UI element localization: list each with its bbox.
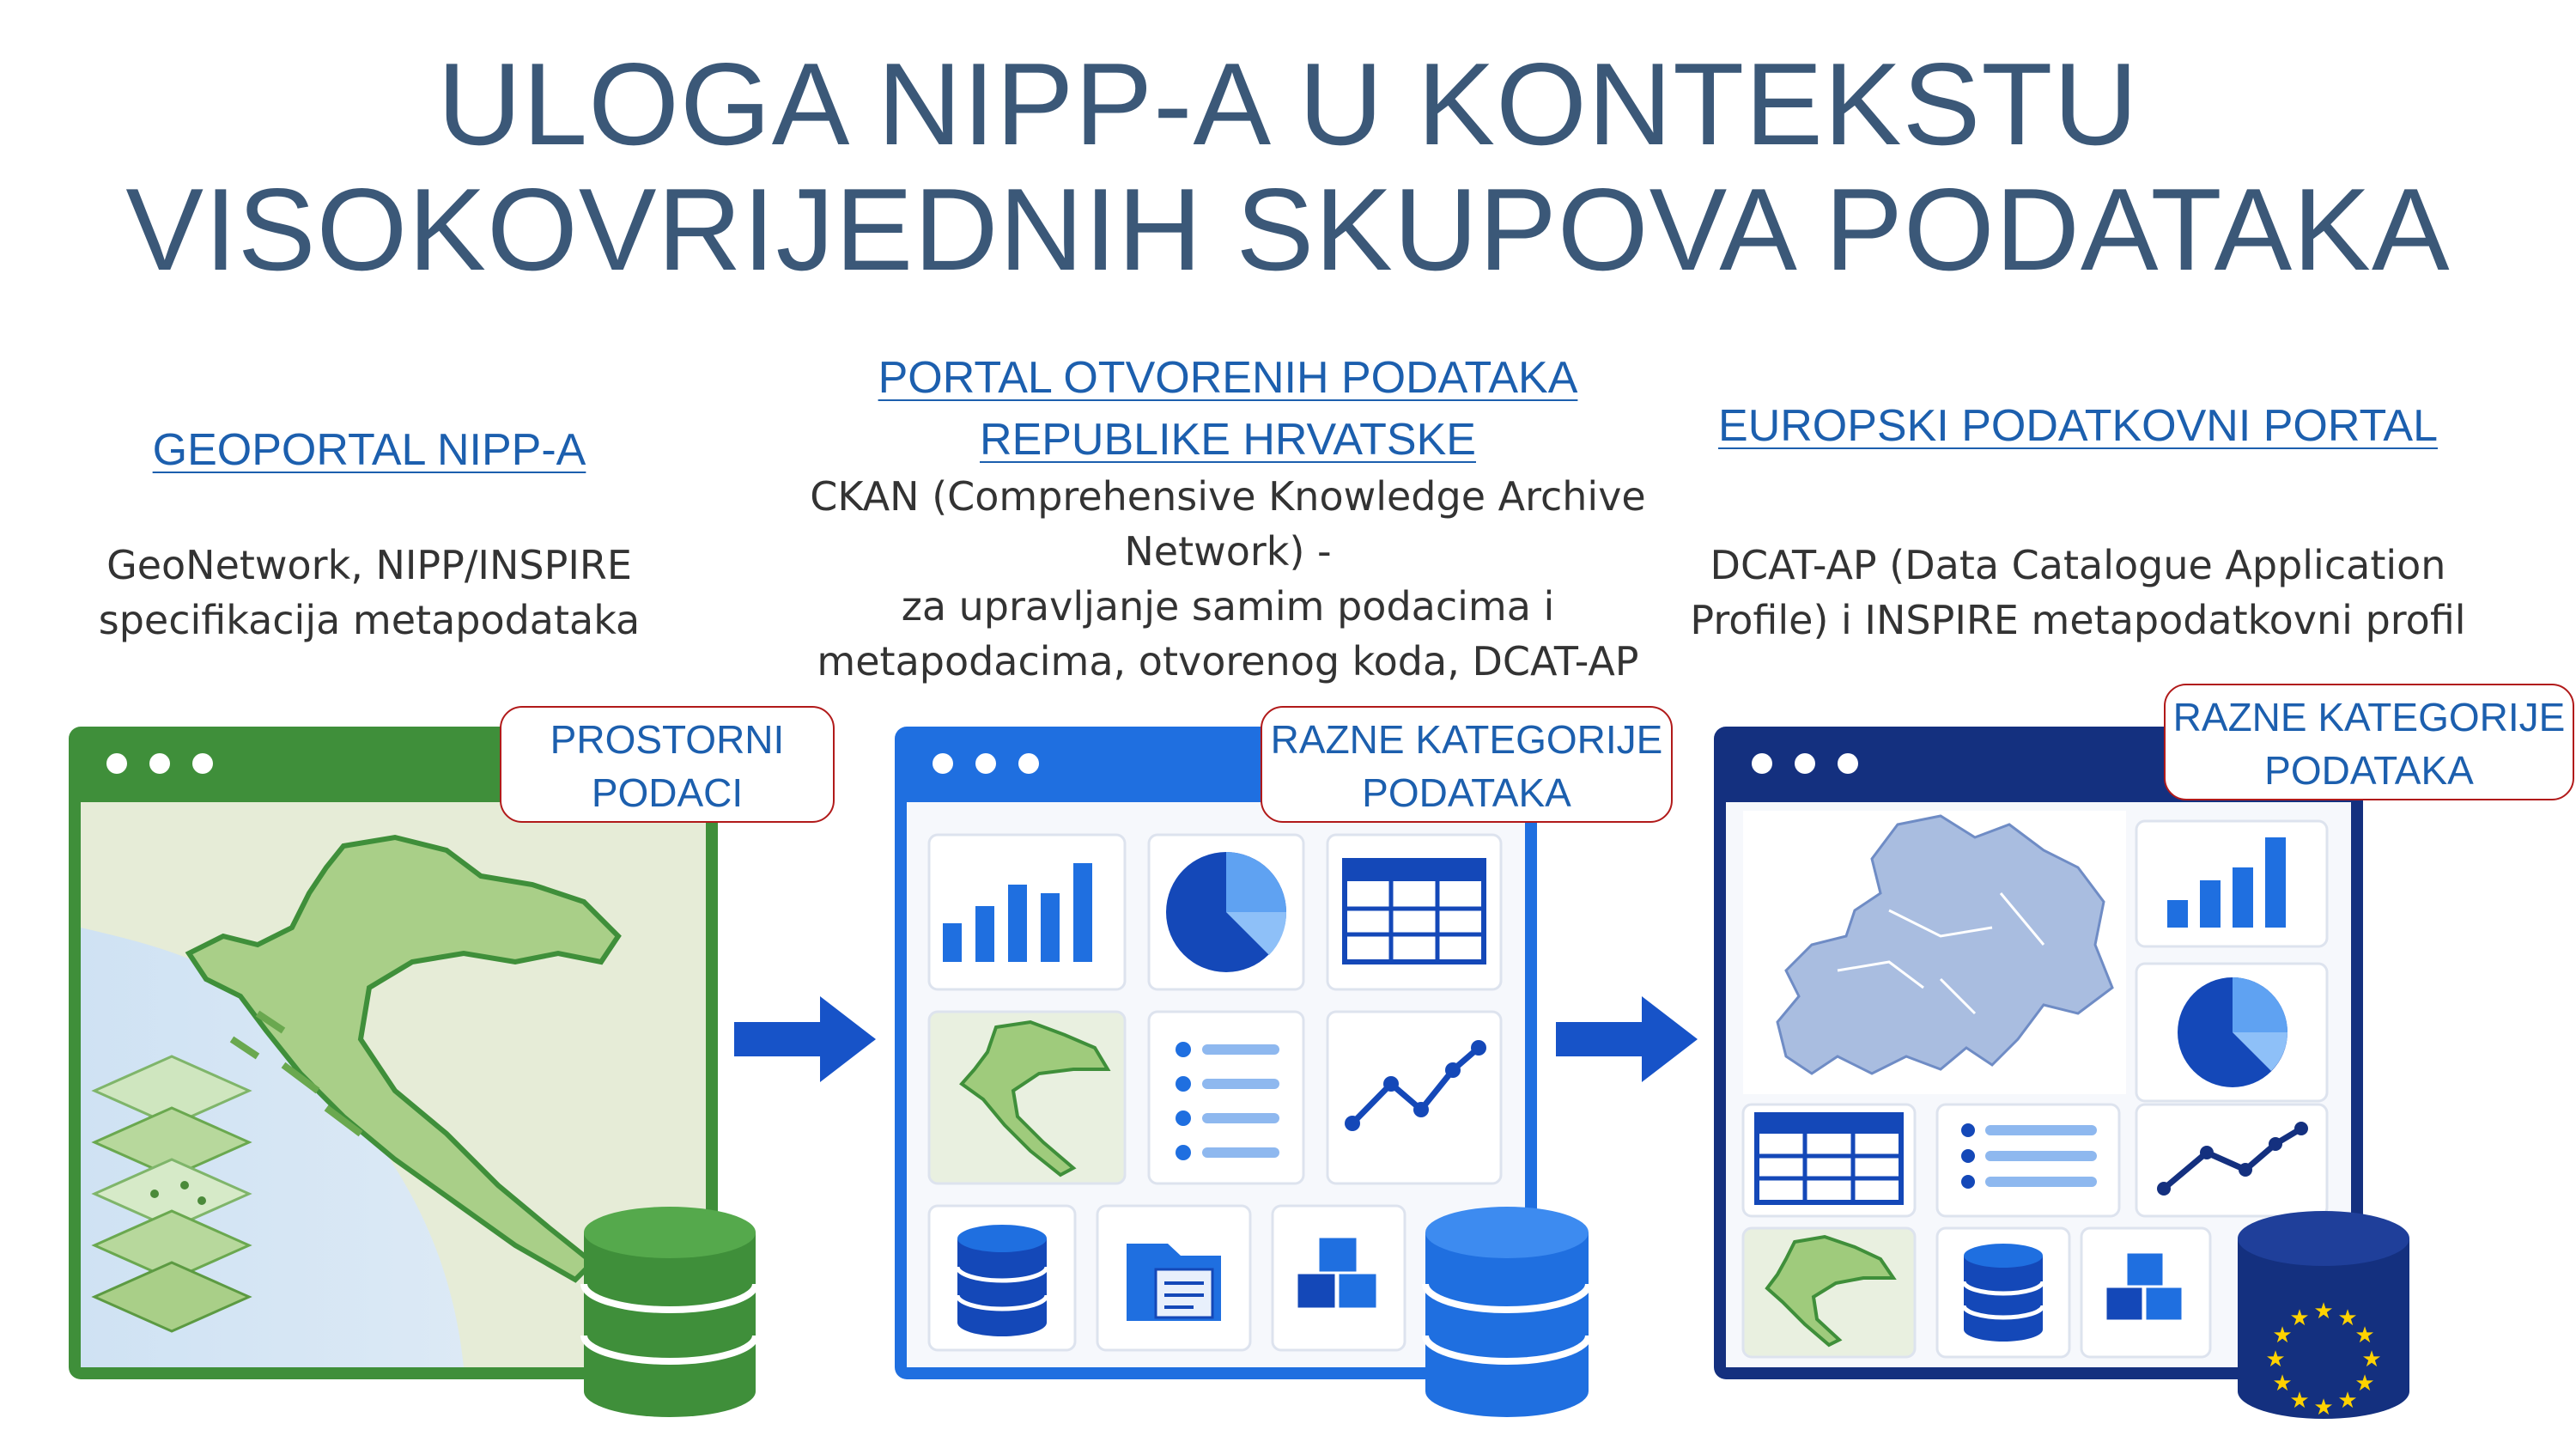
svg-text:★: ★ (2313, 1395, 2334, 1421)
open-data-portal-link[interactable]: PORTAL OTVORENIH PODATAKA REPUBLIKE HRVATSKE (878, 353, 1578, 465)
european-data-portal-description: DCAT-AP (Data Catalogue Application Profile) i INSPIRE metapodatkovni profil (1690, 542, 2466, 643)
layers-icon (94, 1056, 249, 1331)
svg-text:★: ★ (2354, 1371, 2375, 1396)
geoportal-window (69, 727, 756, 1417)
tag-various-categories-2: RAZNE KATEGORIJE PODATAKA (2164, 684, 2574, 800)
svg-text:★: ★ (2289, 1305, 2310, 1331)
svg-text:★: ★ (2289, 1388, 2310, 1414)
open-data-portal-description: CKAN (Comprehensive Knowledge Archive Network) - za upravljanje samim podacima i metapodacima, otvorenog koda, DCAT-AP (810, 473, 1646, 685)
database-icon (957, 1225, 1047, 1336)
svg-text:★: ★ (2313, 1299, 2334, 1324)
arrow-right-icon (1556, 996, 1698, 1082)
svg-text:★: ★ (2272, 1323, 2293, 1348)
title-line-2: VISOKOVRIJEDNIH SKUPOVA PODATAKA (125, 164, 2451, 295)
title-line-1: ULOGA NIPP-A U KONTEKSTU (437, 39, 2139, 169)
database-icon (1425, 1207, 1589, 1417)
geoportal-link[interactable]: GEOPORTAL NIPP-A (152, 425, 586, 475)
arrow-right-icon (734, 996, 876, 1082)
svg-text:★: ★ (2354, 1323, 2375, 1348)
svg-text:★: ★ (2337, 1388, 2358, 1414)
svg-text:★: ★ (2265, 1347, 2286, 1372)
svg-text:★: ★ (2272, 1371, 2293, 1396)
geoportal-description: GeoNetwork, NIPP/INSPIRE specifikacija metapodataka (98, 542, 641, 643)
database-icon (584, 1207, 756, 1417)
database-icon (1964, 1244, 2043, 1342)
svg-text:★: ★ (2337, 1305, 2358, 1331)
pie-chart-icon (2178, 977, 2287, 1087)
tag-various-categories-1: RAZNE KATEGORIJE PODATAKA (1261, 706, 1673, 823)
tag-spatial-data: PROSTORNI PODACI (500, 706, 835, 823)
open-data-window (895, 727, 1589, 1417)
table-icon (1345, 861, 1484, 962)
pie-chart-icon (1166, 852, 1286, 972)
european-data-portal-link[interactable]: EUROPSKI PODATKOVNI PORTAL (1718, 401, 2438, 451)
database-icon (2238, 1211, 2409, 1421)
table-icon (1757, 1115, 1901, 1202)
european-portal-window (1714, 727, 2409, 1421)
svg-text:★: ★ (2361, 1347, 2382, 1372)
